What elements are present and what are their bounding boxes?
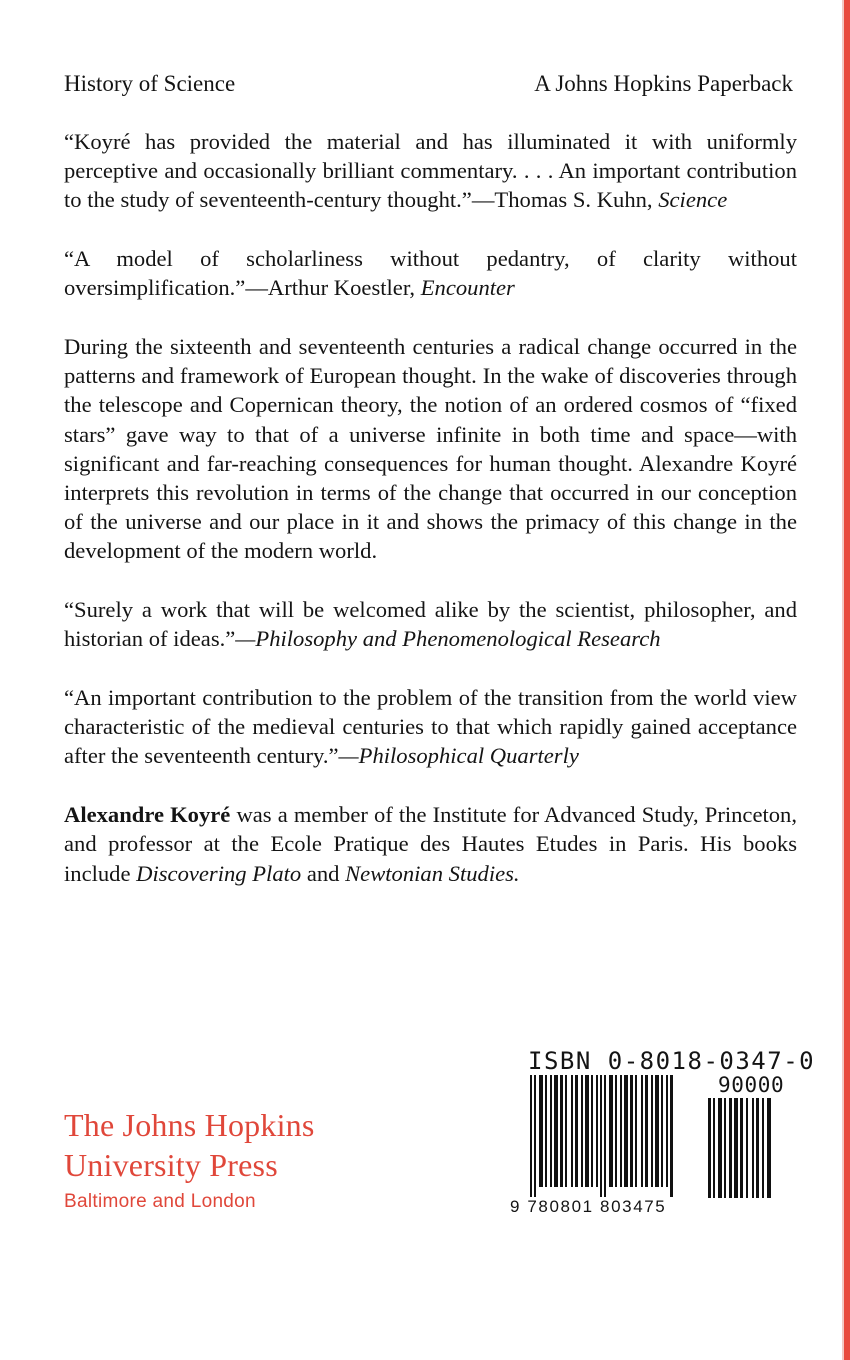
barcode-bar (604, 1075, 606, 1197)
quote-kuhn-source: Science (658, 187, 728, 213)
author-bio: Alexandre Koyré was a member of the Institute for Advanced Study, Princeton, and professor at the Ecole Pratique des Hautes Etudes in Paris. His books include Discovering Plato and Newtonian Studies. (64, 802, 797, 886)
barcode-bar (620, 1075, 622, 1187)
quote-koestler: “A model of scholarliness without pedantry, of clarity without oversimplification.”—Arthur Koestler, Encounter (64, 246, 797, 301)
barcode-bar (596, 1075, 598, 1187)
barcode-bar (554, 1075, 558, 1187)
barcode-bar (734, 1098, 738, 1198)
publisher-location: Baltimore and London (64, 1191, 256, 1212)
quote-philosophy-research: “Surely a work that will be welcomed alike by the scientist, philosopher, and historian of ideas.”—Philosophy and Phenomenological Research (64, 597, 797, 652)
barcode-bar (591, 1075, 593, 1187)
barcode-bar (651, 1075, 653, 1187)
barcode-bar (571, 1075, 573, 1187)
addon-barcode (708, 1098, 798, 1198)
barcode-bar (581, 1075, 583, 1187)
ean-digits: 9 780801 803475 (510, 1197, 667, 1216)
barcode-bar (624, 1075, 628, 1187)
barcode-bar (724, 1098, 726, 1198)
quote-philosophy-research-source: —Philosophy and Phenomenological Research (235, 626, 661, 652)
barcode-bar (655, 1075, 659, 1187)
barcode-bar (550, 1075, 552, 1187)
publisher-name-line-2: University Press (64, 1147, 278, 1183)
price-addon-digits: 90000 (718, 1073, 785, 1097)
barcode-bar (545, 1075, 547, 1187)
barcode-bar (746, 1098, 748, 1198)
barcode-bar (708, 1098, 711, 1198)
barcode-bar (560, 1075, 563, 1187)
ean-barcode (530, 1075, 700, 1197)
barcode-bar (609, 1075, 613, 1187)
barcode-bar (752, 1098, 754, 1198)
book-title-newtonian-studies: Newtonian Studies. (345, 860, 520, 886)
barcode-bar (530, 1075, 532, 1197)
barcode-bar (670, 1075, 673, 1197)
book-title-discovering-plato: Discovering Plato (136, 860, 302, 886)
back-cover-copy (64, 127, 797, 888)
barcode-bar (635, 1075, 637, 1187)
barcode-bar (666, 1075, 668, 1187)
quote-kuhn: “Koyré has provided the material and has illuminated it with uniformly perceptive and occasionally brilliant commentary. . . . An important contribution to the study of seventeenth-century thought.”—Thomas S. Kuhn, Science (64, 129, 797, 213)
quote-philosophical-quarterly: “An important contribution to the problem of the transition from the world view characteristic of the medieval centuries to that which rapidly gained acceptance after the seventeenth century.”—Philosophical Quarterly (64, 685, 797, 769)
quote-philosophical-quarterly-source: —Philosophical Quarterly (338, 743, 579, 769)
author-name: Alexandre Koyré (64, 802, 231, 828)
barcode-bar (585, 1075, 589, 1187)
barcode-bar (615, 1075, 617, 1187)
barcode-bar (575, 1075, 578, 1187)
barcode-bar (756, 1098, 759, 1198)
barcode-bar (661, 1075, 663, 1187)
barcode-bar (767, 1098, 771, 1198)
barcode-bar (729, 1098, 732, 1198)
quote-koestler-source: Encounter (420, 275, 515, 301)
barcode-bar (740, 1098, 743, 1198)
red-spine-edge (844, 0, 850, 1360)
barcode-bar (713, 1098, 715, 1198)
imprint-label: A Johns Hopkins Paperback (534, 71, 793, 96)
barcode-bar (600, 1075, 602, 1197)
publisher-logo (64, 1105, 315, 1215)
publisher-name-line-1: The Johns Hopkins (64, 1107, 315, 1143)
isbn-label: ISBN 0-8018-0347-0 (528, 1047, 816, 1075)
book-description: During the sixteenth and seventeenth centuries a radical change occurred in the patterns and framework of European thought. In the wake of discoveries through the telescope and Copernican theory, the notion of an ordered cosmos of “fixed stars” gave way to that of a universe infinite in both time and space—with significant and far-reaching consequences for human thought. Alexandre Koyré interprets this revolution in terms of the change that occurred in our conception of the universe and our place in it and shows the primacy of this change in the development of the modern world. (64, 334, 797, 564)
barcode-bar (645, 1075, 648, 1187)
barcode-bar (630, 1075, 633, 1187)
barcode-bar (565, 1075, 567, 1187)
series-label: History of Science (64, 71, 236, 96)
barcode-bar (539, 1075, 543, 1187)
barcode-bar (534, 1075, 536, 1197)
barcode-bar (718, 1098, 722, 1198)
barcode-bar (641, 1075, 643, 1187)
barcode-bar (762, 1098, 764, 1198)
